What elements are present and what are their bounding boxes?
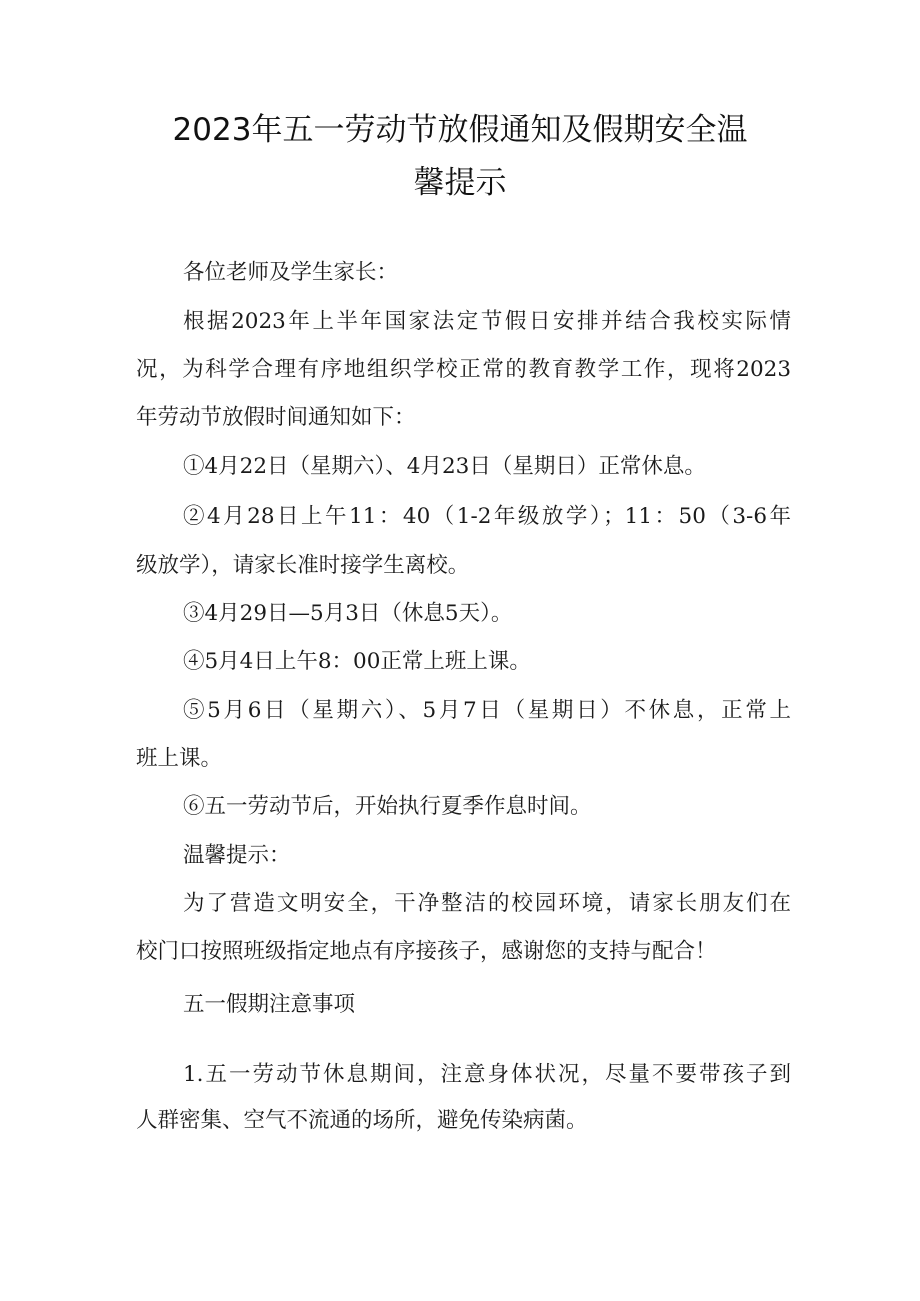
- note-1-line-1: 1.五一劳动节休息期间，注意身体状况，尽量不要带孩子到: [183, 1062, 791, 1087]
- greeting: 各位老师及学生家长：: [183, 260, 399, 285]
- schedule-item-6: ⑥五一劳动节后，开始执行夏季作息时间。: [183, 794, 592, 819]
- tips-paragraph-line-1: 为了营造文明安全，干净整洁的校园环境，请家长朋友们在: [183, 891, 791, 916]
- note-1-line-2: 人群密集、空气不流通的场所，避免传染病菌。: [136, 1108, 588, 1133]
- schedule-item-1: ①4月22日（星期六）、4月23日（星期日）正常休息。: [183, 454, 706, 479]
- notes-heading: 五一假期注意事项: [183, 992, 356, 1017]
- intro-paragraph-line-3: 年劳动节放假时间通知如下：: [136, 405, 416, 430]
- intro-paragraph-line-2: 况，为科学合理有序地组织学校正常的教育教学工作，现将2023: [136, 357, 791, 382]
- schedule-item-5-line-2: 班上课。: [136, 746, 223, 771]
- schedule-item-2-line-2: 级放学），请家长准时接学生离校。: [136, 553, 470, 578]
- intro-paragraph-line-1: 根据2023年上半年国家法定节假日安排并结合我校实际情: [183, 309, 791, 334]
- schedule-item-3: ③4月29日—5月3日（休息5天）。: [183, 601, 513, 626]
- document-title-line-1: 2023年五一劳动节放假通知及假期安全温: [172, 112, 748, 148]
- tips-heading: 温馨提示：: [183, 843, 291, 868]
- schedule-item-2-line-1: ②4月28日上午11：40（1-2年级放学）；11：50（3-6年: [183, 504, 791, 529]
- document-title-line-2: 馨提示: [413, 165, 507, 201]
- tips-paragraph-line-2: 校门口按照班级指定地点有序接孩子，感谢您的支持与配合！: [136, 939, 717, 964]
- schedule-item-4: ④5月4日上午8：00正常上班上课。: [183, 649, 531, 674]
- schedule-item-5-line-1: ⑤5月6日（星期六）、5月7日（星期日）不休息，正常上: [183, 698, 791, 723]
